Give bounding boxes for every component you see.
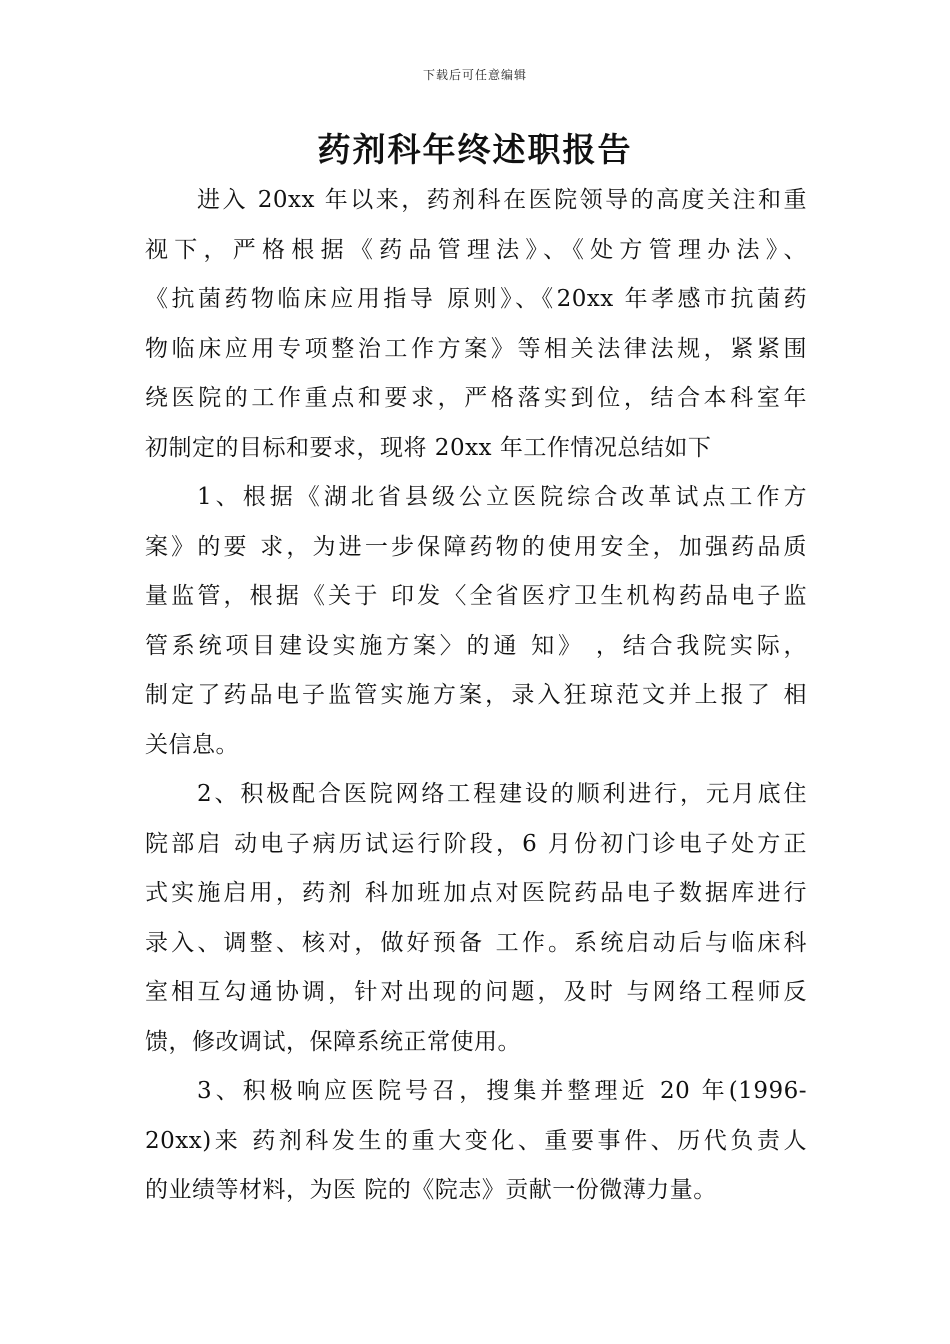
paragraph-intro <box>145 176 807 473</box>
paragraph-line: 1、根据《湖北省县级公立医院综合改革试点工作方 <box>197 484 807 510</box>
paragraph-line: 量监管，根据《关于 印发〈全省医疗卫生机构药品电子监 <box>145 583 807 609</box>
paragraph-line: 关信息。 <box>145 731 239 758</box>
paragraph-item-3 <box>145 1067 807 1216</box>
paragraph-item-2 <box>145 770 807 1067</box>
paragraph-line: 制定了药品电子监管实施方案，录入狂琼范文并上报了 相 <box>145 682 807 708</box>
header-note: 下载后可任意编辑 <box>422 68 527 82</box>
paragraph-line: 初制定的目标和要求，现将 20xx 年工作情况总结如下 <box>145 434 712 461</box>
paragraph-line: 3、积极响应医院号召，搜集并整理近 20 年(1996- <box>197 1078 807 1104</box>
paragraph-line: 视下，严格根据《药品管理法》、《处方管理办法》、 <box>145 236 807 263</box>
paragraph-line: 馈，修改调试，保障系统正常使用。 <box>145 1028 521 1055</box>
paragraph-line: 20xx)来 药剂科发生的重大变化、重要事件、历代负责人 <box>145 1127 807 1154</box>
paragraph-line: 管系统项目建设实施方案〉的通 知》 ，结合我院实际， <box>145 632 807 659</box>
paragraph-line: 《抗菌药物临床应用指导 原则》、《20xx 年孝感市抗菌药 <box>145 286 807 312</box>
document-title: 药剂科年终述职报告 <box>317 130 633 169</box>
paragraph-line: 绕医院的工作重点和要求，严格落实到位，结合本科室年 <box>145 385 807 411</box>
paragraph-line: 式实施启用，药剂 科加班加点对医院药品电子数据库进行 <box>145 880 807 906</box>
paragraph-line: 物临床应用专项整治工作方案》等相关法律法规，紧紧围 <box>145 335 807 362</box>
paragraph-line: 进入 20xx 年以来，药剂科在医院领导的高度关注和重 <box>197 187 807 213</box>
paragraph-line: 室相互勾通协调，针对出现的问题，及时 与网络工程师反 <box>145 979 807 1005</box>
document-body <box>145 176 807 1216</box>
paragraph-line: 院部启 动电子病历试运行阶段，6 月份初门诊电子处方正 <box>145 830 807 857</box>
paragraph-line: 的业绩等材料，为医 院的《院志》贡献一份微薄力量。 <box>145 1177 717 1203</box>
paragraph-line: 案》的要 求，为进一步保障药物的使用安全，加强药品质 <box>145 533 807 560</box>
paragraph-item-1 <box>145 473 807 770</box>
paragraph-line: 2、积极配合医院网络工程建设的顺利进行，元月底住 <box>197 781 807 807</box>
paragraph-line: 录入、调整、核对，做好预备 工作。系统启动后与临床科 <box>145 929 807 956</box>
